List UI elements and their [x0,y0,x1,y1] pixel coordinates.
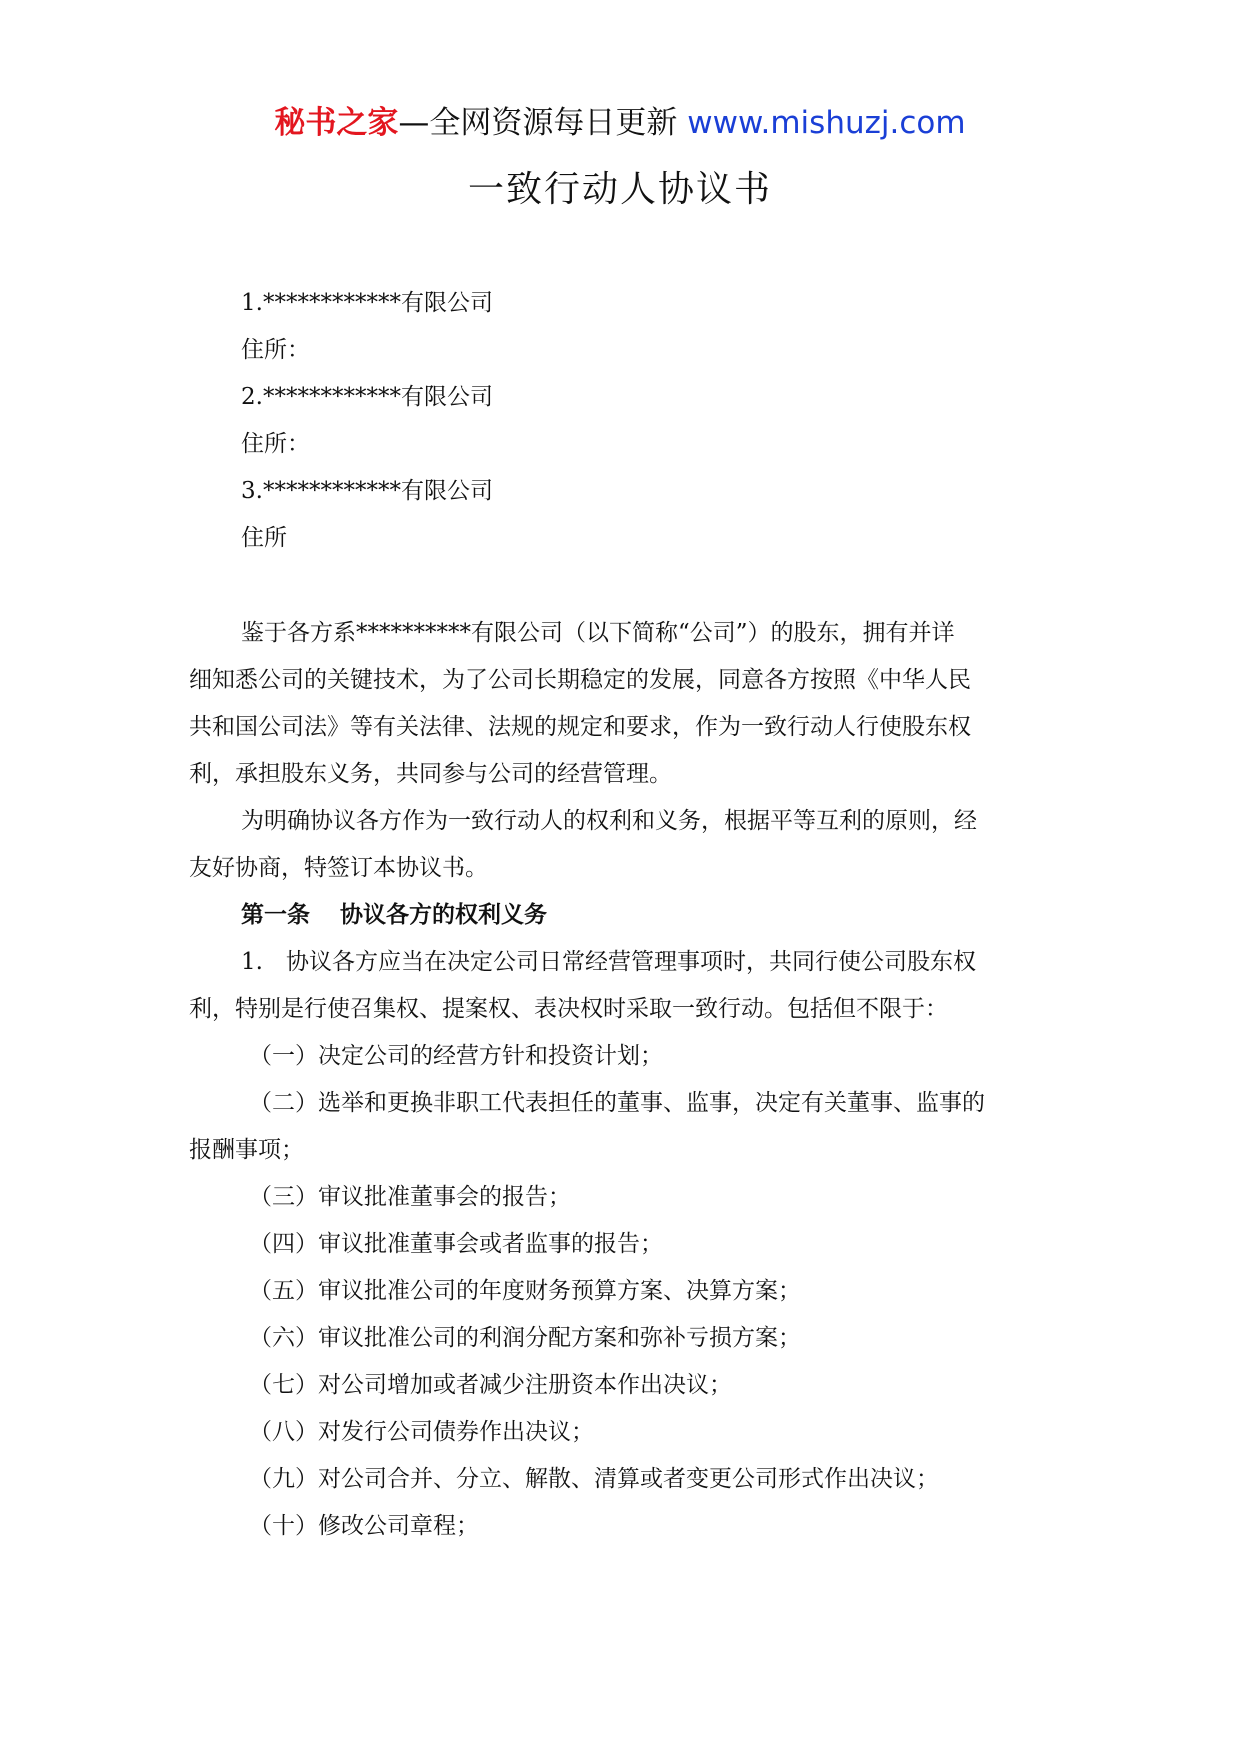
preamble-p1-line-1: 鉴于各方系**********有限公司（以下简称“公司”）的股东，拥有并详 [241,620,955,646]
list-item: （六）审议批准公司的利润分配方案和弥补亏损方案； [249,1325,801,1351]
party-2-name: 2.************有限公司 [241,384,493,410]
party-3-address: 住所 [241,525,287,551]
party-1-name: 1.************有限公司 [241,290,493,316]
party-3-name: 3.************有限公司 [241,478,493,504]
banner-brand: 秘书之家 [274,105,399,141]
document-title: 一致行动人协议书 [467,169,772,210]
banner-slogan: —全网资源每日更新 [398,105,678,141]
party-1-address: 住所： [241,337,310,363]
list-item: （九）对公司合并、分立、解散、清算或者变更公司形式作出决议； [249,1466,939,1492]
banner-url-link[interactable]: www.mishuzj.com [687,105,966,141]
article-1-heading [241,898,547,932]
list-item: （一）决定公司的经营方针和投资计划； [249,1043,663,1069]
list-item: （四）审议批准董事会或者监事的报告； [249,1231,663,1257]
list-item: （八）对发行公司债券作出决议； [249,1419,594,1445]
article-1-title: 协议各方的权利义务 [340,901,547,928]
preamble-p2-line-2: 友好协商，特签订本协议书。 [189,855,488,881]
list-item: （三）审议批准董事会的报告； [249,1184,571,1210]
clause-1-line-1: 1. 协议各方应当在决定公司日常经营管理事项时，共同行使公司股东权 [241,949,976,975]
preamble-p1-line-3: 共和国公司法》等有关法律、法规的规定和要求，作为一致行动人行使股东权 [189,714,971,740]
list-item: （二）选举和更换非职工代表担任的董事、监事，决定有关董事、监事的 [249,1090,985,1116]
preamble-p1-line-2: 细知悉公司的关键技术，为了公司长期稳定的发展，同意各方按照《中华人民 [189,667,971,693]
article-1-number: 第一条 [241,901,310,928]
list-item-continuation: 报酬事项； [189,1137,304,1163]
preamble-p2-line-1: 为明确协议各方作为一致行动人的权利和义务，根据平等互利的原则，经 [241,808,977,834]
clause-1-line-2: 利，特别是行使召集权、提案权、表决权时采取一致行动。包括但不限于： [189,996,948,1022]
party-2-address: 住所： [241,431,310,457]
list-item: （十）修改公司章程； [249,1513,479,1539]
site-banner [0,100,1240,146]
list-item: （五）审议批准公司的年度财务预算方案、决算方案； [249,1278,801,1304]
preamble-p1-line-4: 利，承担股东义务，共同参与公司的经营管理。 [189,761,672,787]
list-item: （七）对公司增加或者减少注册资本作出决议； [249,1372,732,1398]
